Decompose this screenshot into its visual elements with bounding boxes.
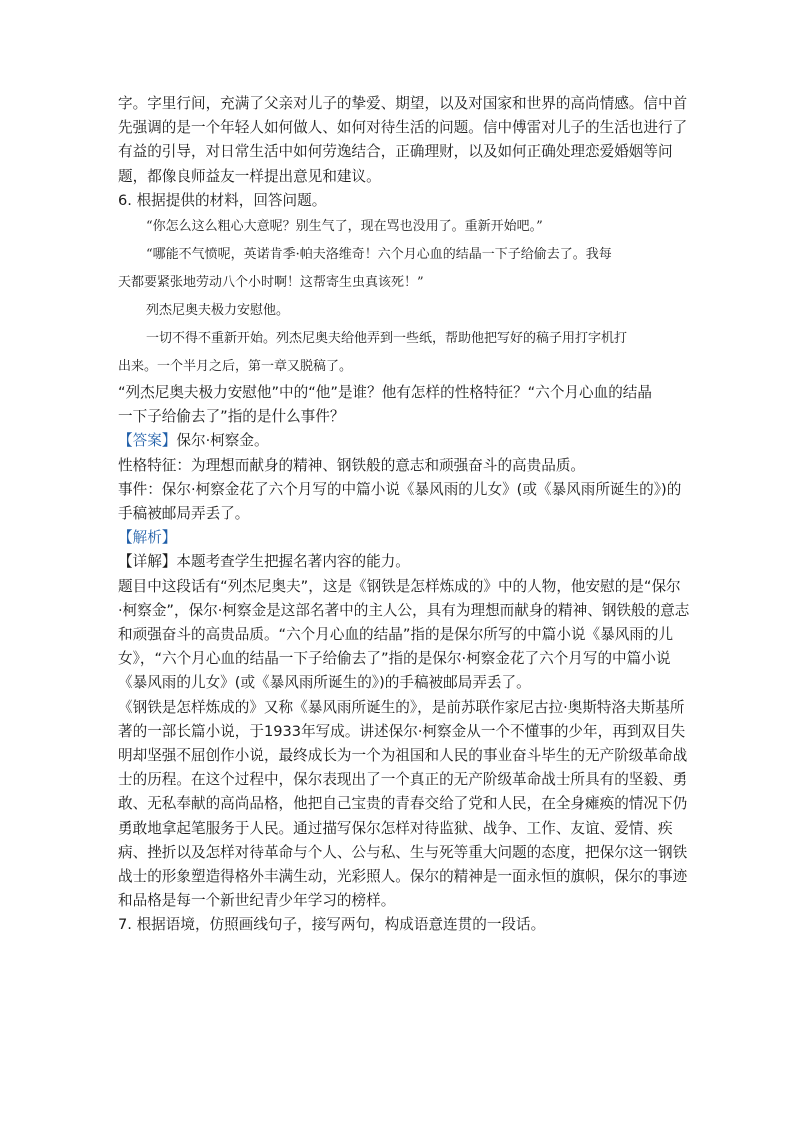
- answer-line: [118, 429, 678, 453]
- text-line: 有益的引导，对日常生活中如何劳逸结合，正确理财，以及如何正确处理恋爱婚姻等问: [118, 143, 673, 161]
- text-line: 明却坚强不屈创作小说，最终成长为一个为祖国和人民的事业奋斗毕生的无产阶级革命战: [118, 747, 688, 765]
- detail-label: 【详解】: [118, 553, 177, 571]
- question-6-title: 6. 根据提供的材料，回答问题。: [118, 191, 327, 209]
- text-line: 著的一部长篇小说，于1933年写成。讲述保尔·柯察金从一个不懂事的少年，再到双目失: [118, 722, 686, 740]
- answer-label: 【答案】: [118, 432, 177, 450]
- analysis-section: [118, 526, 690, 913]
- passage-line: 一切不得不重新开始。列杰尼奥夫给他弄到一些纸，帮助他把写好的稿子用打字机打: [146, 331, 628, 347]
- detail-text: 本题考查学生把握名著内容的能力。: [176, 553, 410, 571]
- text-line: 女》，“六个月心血的结晶一下子给偷去了”指的是保尔·柯察金花了六个月写的中篇小说: [118, 650, 671, 668]
- passage-line: 出来。一个半月之后，第一章又脱稿了。: [118, 359, 353, 375]
- text-line: 和顽强奋斗的高贵品质。“六个月心血的结晶”指的是保尔所写的中篇小说《暴风雨的儿: [118, 626, 674, 644]
- question-6-prompt: [118, 381, 678, 429]
- text-line: 一下子给偷去了”指的是什么事件？: [118, 408, 345, 426]
- text-line: 病、挫折以及怎样对待革命与个人、公与私、生与死等重大问题的态度，把保尔这一钢铁: [118, 843, 688, 861]
- text-line: 《钢铁是怎样炼成的》又称《暴风雨所诞生的》，是前苏联作家尼古拉·奥斯特洛夫斯基所: [118, 698, 685, 716]
- intro-paragraph: [118, 92, 688, 189]
- text-line: 字。字里行间，充满了父亲对儿子的挚爱、期望，以及对国家和世界的高尚情感。信中首: [118, 95, 688, 112]
- analysis-label: 【解析】: [118, 529, 177, 547]
- text-line: 题目中这段话有“列杰尼奥夫”，这是《钢铁是怎样炼成的》中的人物，他安慰的是“保尔: [118, 577, 681, 595]
- reading-passage: [118, 213, 678, 381]
- text-line: 事件：保尔·柯察金花了六个月写的中篇小说《暴风雨的儿女》(或《暴风雨所诞生的》)的: [118, 480, 682, 498]
- text-line: “列杰尼奥夫极力安慰他”中的“他”是谁？他有怎样的性格特征？“六个月心血的结晶: [118, 384, 652, 402]
- detail-line: [118, 550, 678, 574]
- text-line: ·柯察金”，保尔·柯察金是这部名著中的主人公，具有为理想而献身的精神、钢铁般的意志: [118, 601, 690, 619]
- question-7-title: 7. 根据语境，仿照画线句子，接写两句，构成语意连贯的一段话。: [118, 916, 546, 934]
- text-line: 手稿被邮局弄丢了。: [118, 505, 250, 523]
- text-line: 敢、无私奉献的高尚品格，他把自己宝贵的青春交给了党和人民，在全身瘫痪的情况下仍: [118, 795, 688, 813]
- passage-line: 天都要紧张地劳动八个小时啊！这帮寄生虫真该死！”: [118, 275, 424, 291]
- passage-line: “哪能不气愤呢，英诺肯季·帕夫洛维奇！六个月心血的结晶一下子给偷去了。我每: [146, 247, 612, 263]
- text-line: 性格特征：为理想而献身的精神、钢铁般的意志和顽强奋斗的高贵品质。: [118, 456, 586, 474]
- text-line: 士的历程。在这个过程中，保尔表现出了一个真正的无产阶级革命战士所具有的坚毅、勇: [118, 771, 688, 789]
- passage-line: 列杰尼奥夫极力安慰他。: [146, 303, 290, 319]
- answer-text: 保尔·柯察金。: [176, 432, 269, 450]
- text-line: 《暴风雨的儿女》(或《暴风雨所诞生的》)的手稿被邮局弄丢了。: [118, 674, 531, 692]
- text-line: 和品格是每一个新世纪青少年学习的榜样。: [118, 892, 396, 910]
- text-line: 题，都像良师益友一样提出意见和建议。: [118, 167, 381, 185]
- text-line: 战士的形象塑造得格外丰满生动，光彩照人。保尔的精神是一面永恒的旗帜，保尔的事迹: [118, 868, 688, 886]
- answer-section: [118, 429, 682, 526]
- text-line: 勇敢地拿起笔服务于人民。通过描写保尔怎样对待监狱、战争、工作、友谊、爱情、疾: [118, 819, 673, 837]
- passage-line: “你怎么这么粗心大意呢？别生气了，现在骂也没用了。重新开始吧。”: [146, 219, 543, 235]
- document-page: [118, 92, 690, 938]
- text-line: 先强调的是一个年轻人如何做人、如何对待生活的问题。信中傅雷对儿子的生活也进行了: [118, 119, 688, 137]
